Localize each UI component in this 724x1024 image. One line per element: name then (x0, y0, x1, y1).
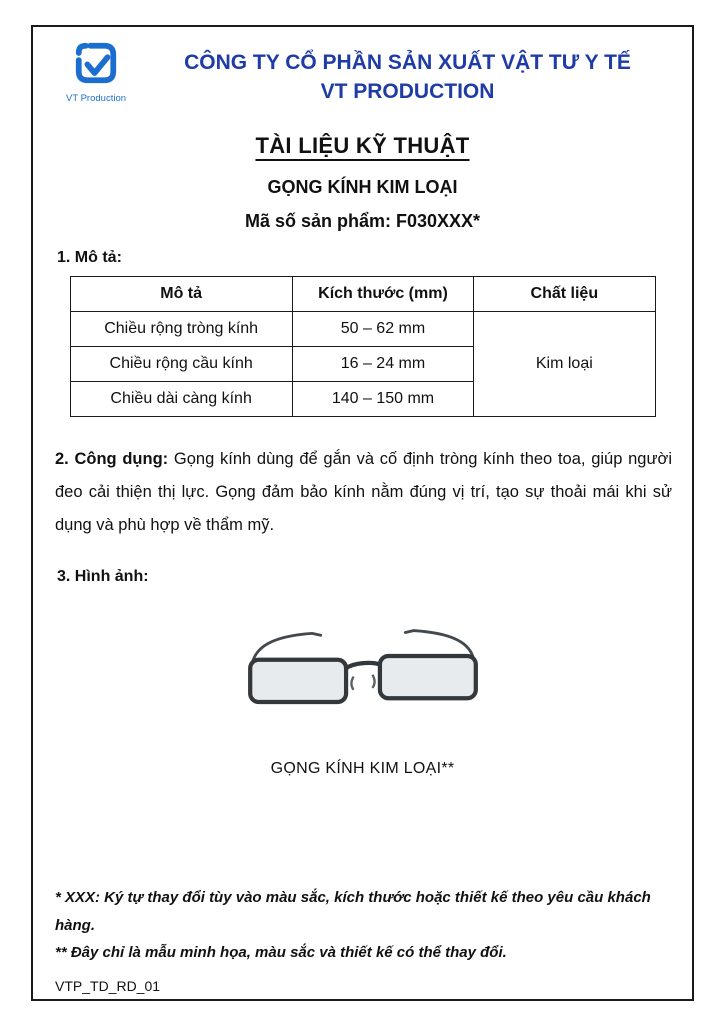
cell-size: 16 – 24 mm (292, 346, 473, 381)
footnotes (55, 884, 672, 967)
document-title: TÀI LIỆU KỸ THUẬT (255, 132, 470, 158)
section2-heading: 2. Công dụng: (55, 449, 169, 468)
footnote-1: * XXX: Ký tự thay đổi tùy vào màu sắc, kích thước hoặc thiết kế theo yêu cầu khách hàng. (55, 888, 651, 934)
cell-material: Kim loại (474, 311, 655, 416)
logo-text: VT Production (65, 93, 127, 104)
product-code: Mã số sản phẩm: F030XXX* (244, 210, 481, 231)
footnote-2: ** Đây chỉ là mẫu minh họa, màu sắc và thiết kế có thể thay đổi. (55, 944, 507, 962)
section2-paragraph (55, 443, 672, 542)
company-name (139, 37, 676, 107)
cell-description: Chiều dài càng kính (70, 381, 292, 416)
image-caption: GỌNG KÍNH KIM LOẠI** (270, 759, 455, 777)
page-border (31, 25, 694, 1001)
col-header-description: Mô tả (70, 276, 292, 311)
footer-code: VTP_TD_RD_01 (55, 978, 161, 994)
product-title: GỌNG KÍNH KIM LOẠI (267, 176, 458, 197)
cell-description: Chiều rộng cầu kính (70, 346, 292, 381)
cell-description: Chiều rộng tròng kính (70, 311, 292, 346)
document-header (33, 27, 692, 107)
company-logo (53, 37, 139, 104)
col-header-material: Chất liệu (474, 276, 655, 311)
glasses-image (222, 624, 504, 718)
company-name-line1: CÔNG TY CỔ PHẦN SẢN XUẤT VẬT TƯ Y TẾ (184, 51, 631, 74)
cell-size: 140 – 150 mm (292, 381, 473, 416)
table-row (70, 311, 655, 346)
section1-heading: 1. Mô tả: (57, 248, 122, 266)
spec-table (70, 276, 656, 417)
section2-body: Gọng kính dùng để gắn và cố định tròng kính theo toa, giúp người đeo cải thiện thị lực. Gọng đảm bảo kính nằm đúng vị trí, tạo sự thoải mái khi sử dụng và phù hợp về thẩm mỹ. (55, 449, 672, 534)
cell-size: 50 – 62 mm (292, 311, 473, 346)
vt-logo-icon (72, 40, 120, 86)
spec-table-header-row (70, 276, 655, 311)
company-name-line2: VT PRODUCTION (320, 79, 495, 103)
section3-heading: 3. Hình ảnh: (57, 567, 149, 585)
product-image (33, 624, 692, 720)
col-header-dimensions: Kích thước (mm) (292, 276, 473, 311)
